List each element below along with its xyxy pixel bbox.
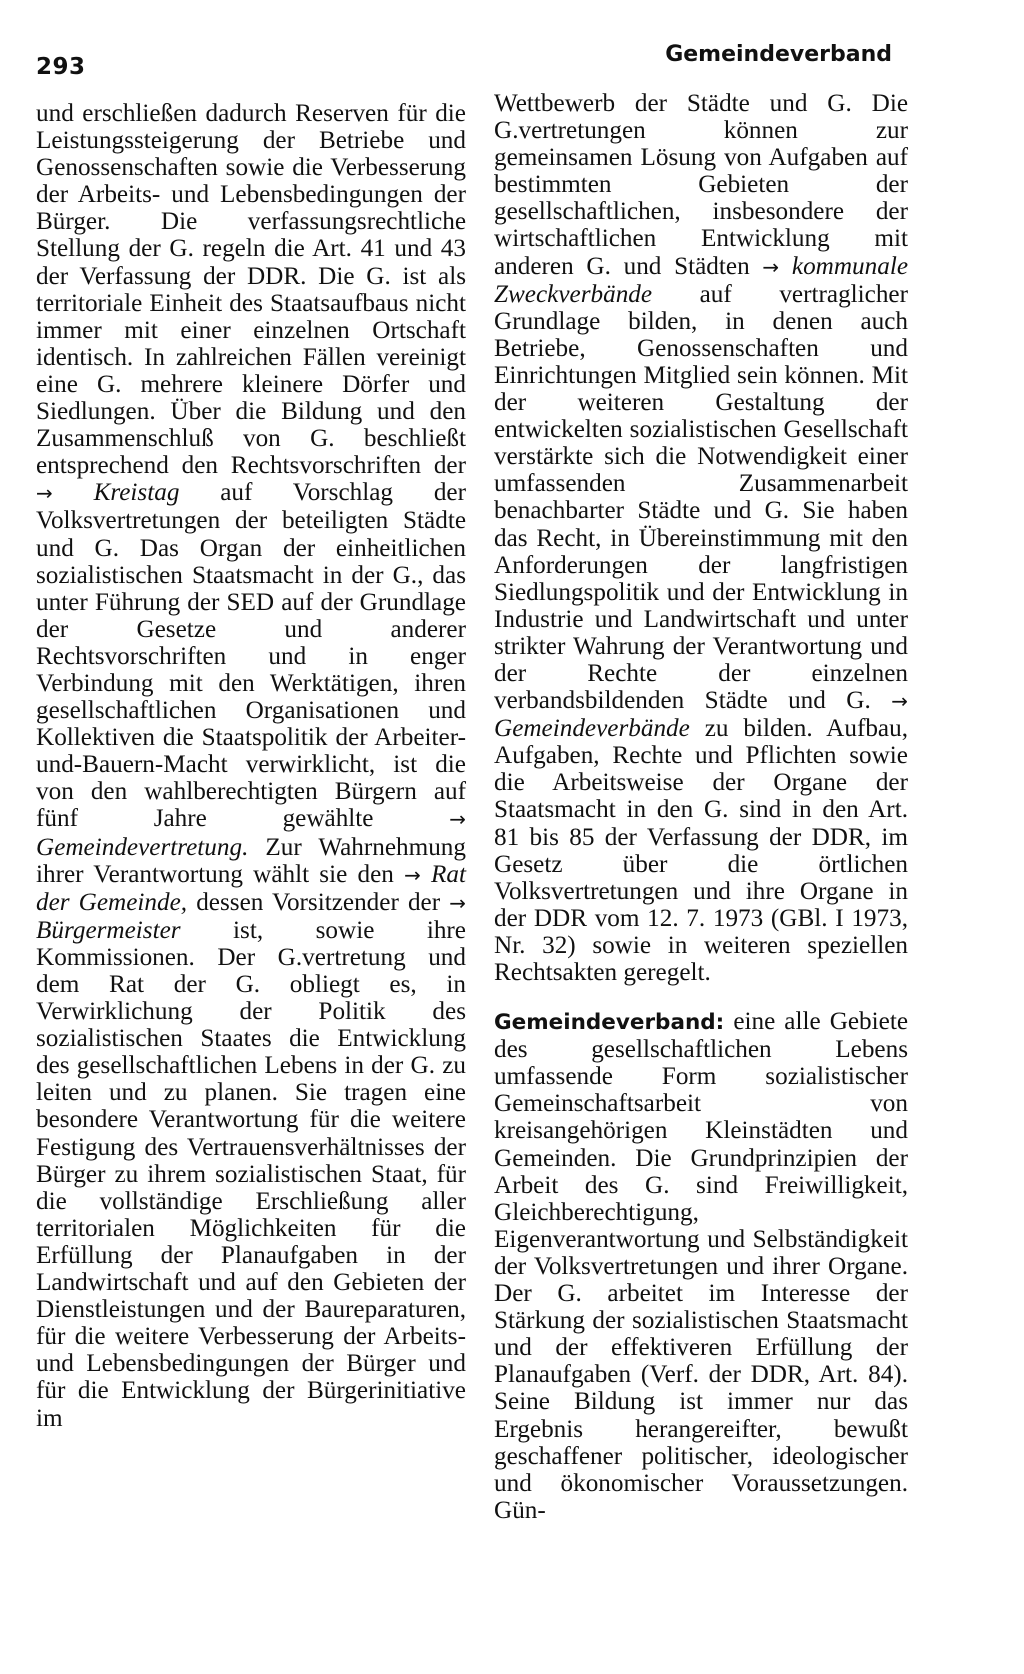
body-text: auf vertraglicher Grundlage bilden, in denen auch Betriebe, Genossenschaften und Einrichtungen Mitglied sein können. Mit der weiteren Gestaltung der entwickelten sozialistischen Gesellschaft verstärkte sich die Notwendigkeit einer umfassenden Zusammenarbeit benachbarter Städte und G. Sie haben das Recht, in Übereinstimmung mit den Anforderungen der langfristigen Siedlungspolitik und der Entwicklung in Industrie und Landwirtschaft und unter strikter Wahrung der Verantwortung und der Rechte der einzelnen verbandsbildenden Städte und G.: [494, 280, 908, 715]
left-column: [36, 100, 466, 1432]
body-text: zu bilden. Aufbau, Aufgaben, Rechte und Pflichten sowie die Arbeitsweise der Organe der Staatsmacht in den G. sind in den Art. 81 bis 85 der Verfassung der DDR, im Gesetz über die örtlichen Volksvertretungen und ihre Organe in der DDR vom 12. 7. 1973 (GBl. I 1973, Nr. 32) sowie in weiteren speziellen Rechtsakten geregelt.: [494, 715, 908, 986]
cross-reference-gemeindevertretung[interactable]: Gemeindevertretung.: [36, 833, 249, 861]
cross-reference-arrow-icon: →: [449, 807, 466, 832]
cross-reference-kommunale-zweckverbaende[interactable]: kommunale Zweckverbände: [494, 252, 909, 308]
cross-reference-arrow-icon: →: [891, 689, 908, 714]
cross-reference-arrow-icon: →: [404, 862, 421, 887]
entry-definition: eine alle Gebiete des gesellschaftlichen Lebens umfassende Form sozialistischer Gemeinschaftsarbeit von kreisangehörigen Kleinstädten und Gemeinden. Die Grundprinzipien der Arbeit des G. sind Freiwilligkeit, Gleichberechtigung, Eigenverantwortung und Selbständigkeit der Volksvertretungen und ihrer Organe. Der G. arbeitet im Interesse der Stärkung der sozialistischen Staatsmacht und der effektiveren Erfüllung der Planaufgaben (Verf. der DDR, Art. 84). Seine Bildung ist immer nur das Ergebnis herangereifter, bewußt geschaffener politischer, ideologischer und ökonomischer Voraussetzungen. Gün-: [494, 1008, 909, 1524]
cross-reference-arrow-icon: →: [762, 254, 780, 279]
entry-gemeindeverband: [494, 1008, 908, 1524]
cross-reference-arrow-icon: →: [36, 481, 53, 506]
right-column: [494, 90, 908, 1524]
entry-headword: Gemeindeverband:: [494, 1010, 725, 1036]
body-text: und erschließen dadurch Reserven für die Leistungssteigerung der Betriebe und Genossenschaften sowie die Verbesserung der Arbeits- und Lebensbedingungen der Bürger. Die verfassungsrechtliche Stellung der G. regeln die Art. 41 und 43 der Verfassung der DDR. Die G. ist als territoriale Einheit des Staatsaufbaus nicht immer mit einer einzelnen Ortschaft identisch. In zahlreichen Fällen vereinigt eine G. mehrere kleinere Dörfer und Siedlungen. Über die Bildung und den Zusammenschluß von G. beschließt entsprechend den Rechtsvorschriften der: [36, 100, 466, 480]
body-text: dessen Vorsitzender der: [196, 888, 441, 916]
body-text: Wettbewerb der Städte und G. Die G.vertretungen können zur gemeinsamen Lösung von Aufgaben auf bestimmten Gebieten der gesellschaftlichen, insbesondere der wirtschaftlichen Entwicklung mit anderen G. und Städten: [494, 90, 908, 280]
cross-reference-rat-der-gemeinde[interactable]: Rat der Gemeinde,: [36, 860, 467, 916]
cross-reference-buergermeister[interactable]: Bürgermeister: [36, 916, 181, 944]
cross-reference-kreistag[interactable]: Kreistag: [93, 479, 180, 507]
body-text: auf Vorschlag der Volksvertretungen der beteiligten Städte und G. Das Organ der einheitlichen sozialistischen Staatsmacht in der G., das unter Führung der SED auf der Grundlage der Gesetze und anderer Rechtsvorschriften und in enger Verbindung mit den Werktätigen, ihren gesellschaftlichen Organisationen und Kollektiven die Staatspolitik der Arbeiter-und-Bauern-Macht verwirklicht, ist die von den wahlberechtigten Bürgern auf fünf Jahre gewählte: [36, 479, 466, 833]
body-text: Zur Wahrnehmung ihrer Verantwortung wählt sie den: [36, 833, 466, 888]
cross-reference-gemeindeverbaende[interactable]: Gemeindeverbände: [494, 715, 690, 743]
page-number: 293: [36, 54, 86, 80]
body-text: ist, sowie ihre Kommissionen. Der G.vertretung und dem Rat der G. obliegt es, in Verwirklichung der Politik des sozialistischen Staates die Entwicklung des gesellschaftlichen Lebens in der G. zu leiten und zu planen. Sie tragen eine besondere Verantwortung für die weitere Festigung des Vertrauensverhältnisses der Bürger zu ihrem sozialistischen Staat, für die vollständige Erschließung aller territorialen Möglichkeiten für die Erfüllung der Planaufgaben in der Landwirtschaft und auf den Gebieten der Dienstleistungen und der Baureparaturen, für die weitere Verbesserung der Arbeits- und Lebensbedingungen der Bürger und für die Entwicklung der Bürgerinitiative im: [36, 916, 466, 1432]
entry-continuation: [36, 100, 466, 1432]
cross-reference-arrow-icon: →: [449, 890, 466, 915]
running-head: Gemeindeverband: [665, 42, 892, 67]
entry-continuation: [494, 90, 908, 986]
